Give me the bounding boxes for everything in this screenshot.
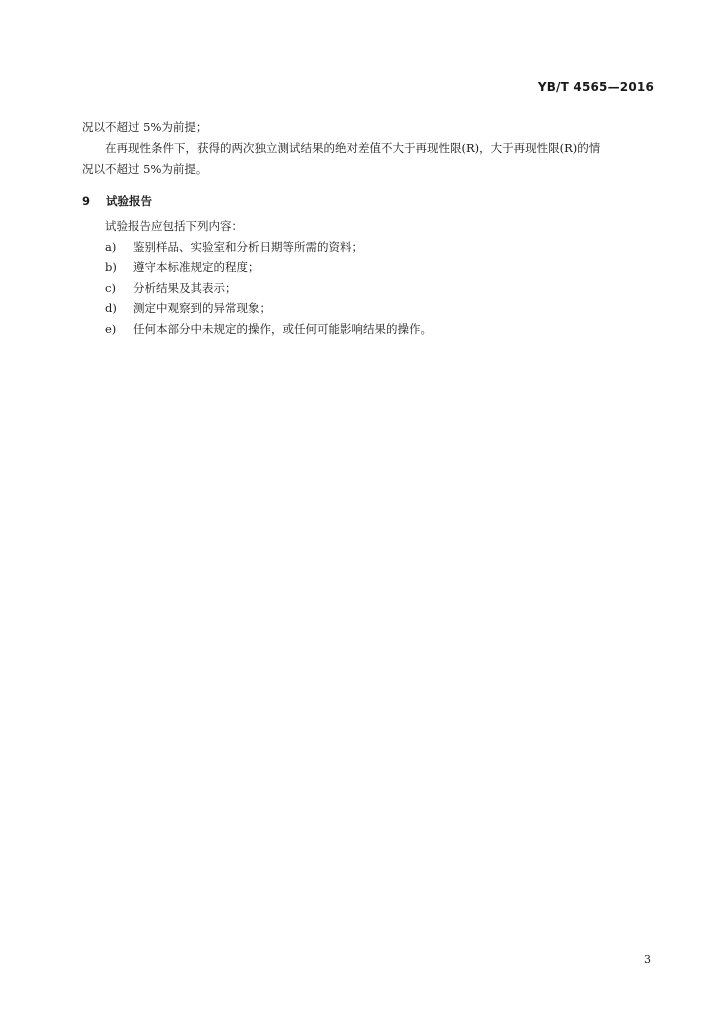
list-item-label: b) [105, 260, 117, 274]
page-number: 3 [644, 953, 651, 966]
list-item-label: e) [105, 321, 117, 336]
list-item [82, 298, 657, 319]
list-item-label: a) [105, 239, 117, 254]
list-item-label: c) [105, 280, 116, 295]
report-content-list [82, 216, 657, 339]
list-intro: 试验报告应包括下列内容： [105, 219, 243, 233]
standard-code: YB/T 4565—2016 [537, 80, 654, 94]
paragraph-line: 在再现性条件下，获得的两次独立测试结果的绝对差值不大于再现性限(R)，大于再现性限(R)的情 [105, 141, 601, 155]
list-item-text: 鉴别样品、实验室和分析日期等所需的资料； [133, 239, 363, 254]
list-item [82, 257, 657, 278]
list-item-text: 测定中观察到的异常现象； [133, 301, 271, 315]
document-body [82, 117, 657, 339]
list-item-text: 分析结果及其表示； [133, 280, 237, 295]
section-number: 9 [82, 194, 91, 208]
list-item [82, 278, 657, 299]
section-title: 试验报告 [106, 194, 153, 208]
list-item-text: 任何本部分中未规定的操作，或任何可能影响结果的操作。 [133, 321, 432, 336]
list-item [82, 237, 657, 258]
list-item [82, 319, 657, 340]
section-heading [82, 190, 657, 212]
list-item-label: d) [105, 301, 117, 315]
paragraph-line: 况以不超过 5%为前提。 [82, 162, 208, 176]
paragraph-line: 况以不超过 5%为前提； [82, 120, 208, 134]
list-item-text: 遵守本标准规定的程度； [133, 260, 260, 274]
